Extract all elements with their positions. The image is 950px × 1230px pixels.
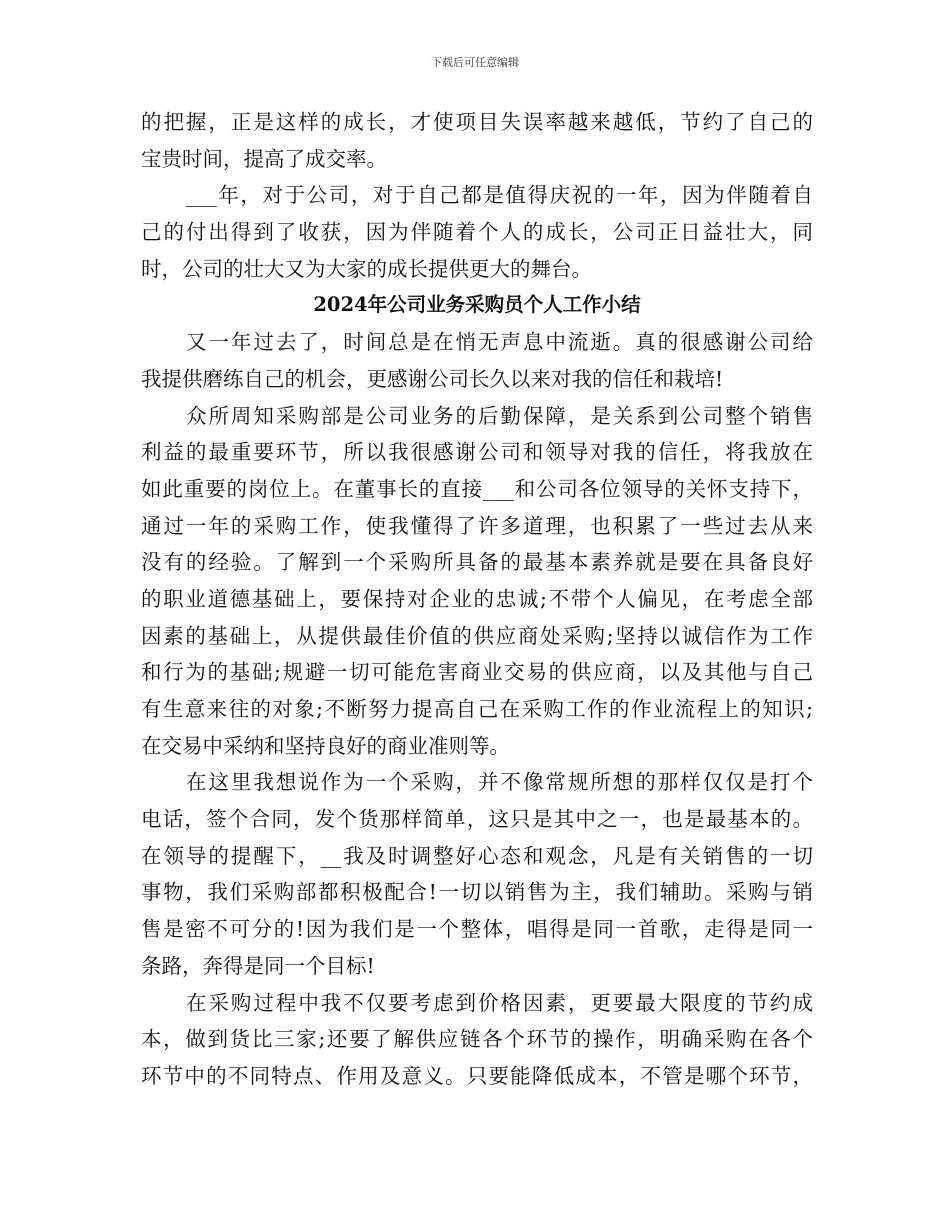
text-line: 环节中的不同特点、作用及意义。只要能降低成本，不管是哪个环节， <box>141 1063 813 1088</box>
text-line: 在交易中采纳和坚持良好的商业准则等。 <box>141 733 510 758</box>
text-line: 和行为的基础;规避一切可能危害商业交易的供应商，以及其他与自己 <box>141 660 813 685</box>
text-line: 众所周知采购部是公司业务的后勤保障，是关系到公司整个销售 <box>186 403 813 428</box>
text-line: 没有的经验。了解到一个采购所具备的最基本素养就是要在具备良好 <box>141 550 813 575</box>
text-line: 通过一年的采购工作，使我懂得了许多道理，也积累了一些过去从来 <box>141 513 813 538</box>
text-line: 本，做到货比三家;还要了解供应链各个环节的操作，明确采购在各个 <box>141 1027 813 1052</box>
text-line: 时，公司的壮大又为大家的成长提供更大的舞台。 <box>141 256 592 281</box>
text-line: ___年，对于公司，对于自己都是值得庆祝的一年，因为伴随着自 <box>186 183 813 208</box>
text-line: 的职业道德基础上，要保持对企业的忠诚;不带个人偏见，在考虑全部 <box>141 586 813 611</box>
document-body <box>141 104 813 1095</box>
text-line: 售是密不可分的!因为我们是一个整体，唱得是同一首歌，走得是同一 <box>141 917 813 942</box>
text-line: 有生意来往的对象;不断努力提高自己在采购工作的作业流程上的知识; <box>141 697 813 721</box>
text-line: 事物，我们采购部都积极配合!一切以销售为主，我们辅助。采购与销 <box>141 880 813 905</box>
text-line: 我提供磨练自己的机会，更感谢公司长久以来对我的信任和栽培! <box>141 366 724 391</box>
text-line: 的把握，正是这样的成长，才使项目失误率越来越低，节约了自己的 <box>141 110 813 134</box>
text-line: 条路，奔得是同一个目标! <box>141 953 375 978</box>
page-header-note: 下载后可任意编辑 <box>431 56 519 69</box>
text-line: 又一年过去了，时间总是在悄无声息中流逝。真的很感谢公司给 <box>186 330 813 355</box>
text-line: 己的付出得到了收获，因为伴随着个人的成长，公司正日益壮大，同 <box>141 220 813 245</box>
text-line: 电话，签个合同，发个货那样简单，这只是其中之一，也是最基本的。 <box>141 807 813 832</box>
text-line: 在领导的提醒下，__我及时调整好心态和观念，凡是有关销售的一切 <box>141 843 813 868</box>
text-line: 因素的基础上，从提供最佳价值的供应商处采购;坚持以诚信作为工作 <box>141 623 813 648</box>
text-line: 利益的最重要环节，所以我很感谢公司和领导对我的信任，将我放在 <box>141 440 813 465</box>
text-line: 宝贵时间，提高了成交率。 <box>141 146 387 171</box>
document-title: 2024年公司业务采购员个人工作小结 <box>313 293 641 317</box>
text-line: 如此重要的岗位上。在董事长的直接___和公司各位领导的关怀支持下， <box>141 476 813 501</box>
text-line: 在这里我想说作为一个采购，并不像常规所想的那样仅仅是打个 <box>186 770 813 795</box>
text-line: 在采购过程中我不仅要考虑到价格因素，更要最大限度的节约成 <box>186 990 813 1015</box>
